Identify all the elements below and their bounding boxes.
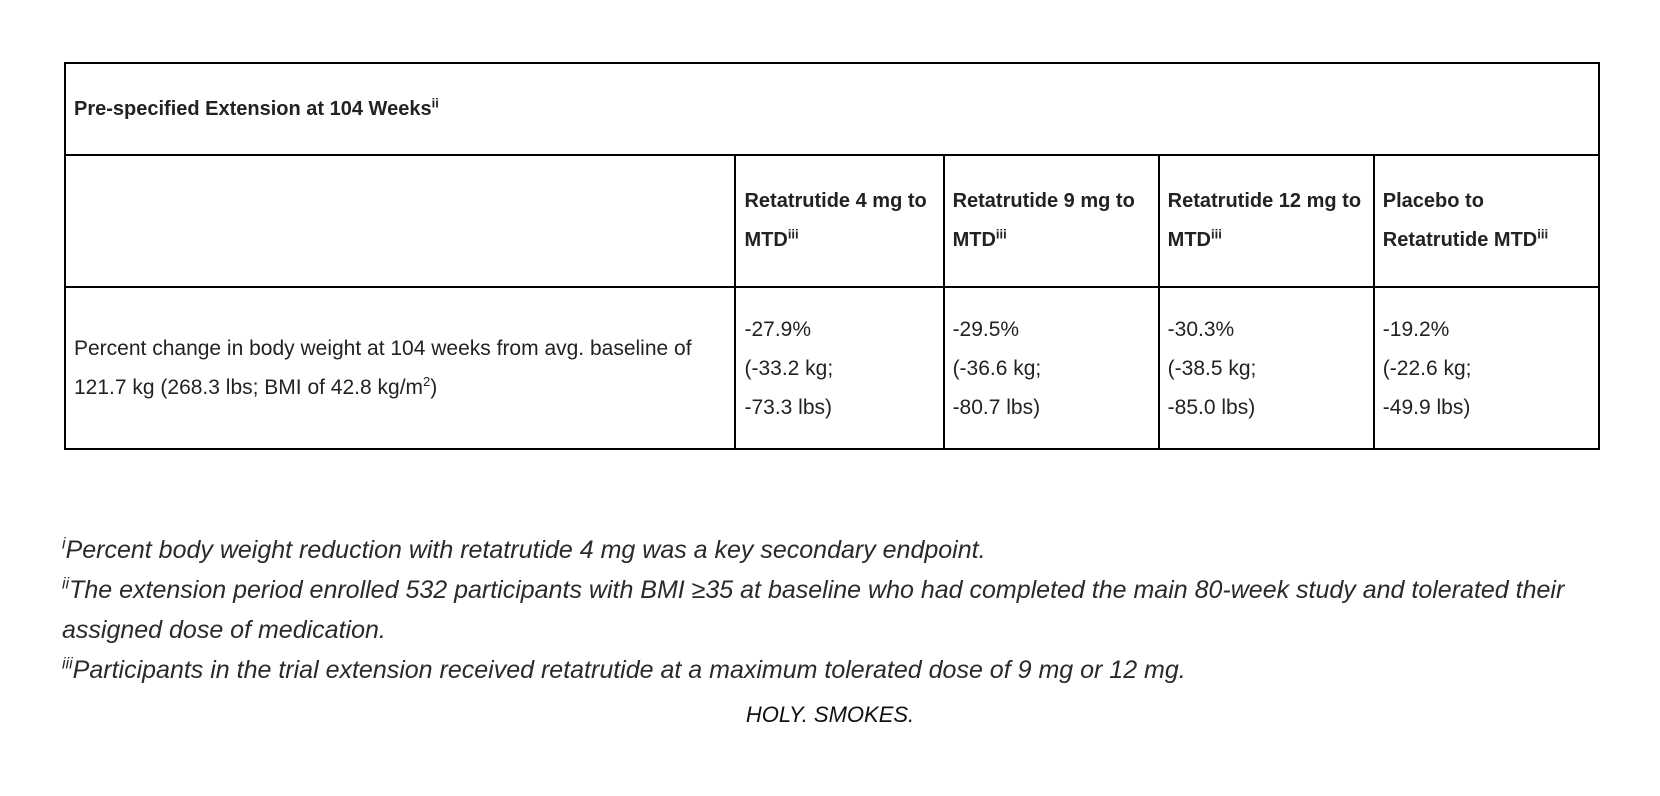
footnote-i [62,530,1602,570]
caption: HOLY. SMOKES. [745,702,915,727]
footnote-text: The extension period enrolled 532 participants with BMI ≥35 at baseline who had completed the main 80-week study and tolerated their assigned dose of medication. [62,576,1565,644]
kg-change: (-38.5 kg; [1167,356,1257,380]
table-row [65,287,1599,449]
table-header-row [65,155,1599,287]
kg-change: (-22.6 kg; [1382,356,1472,380]
table-cell-4mg [735,287,943,449]
footnote-marker: iii [62,655,73,673]
lbs-change: -85.0 lbs) [1167,395,1256,419]
percent-change: -30.3% [1167,317,1235,341]
table-title-row [65,63,1599,155]
superscript: 2 [423,374,431,389]
table-cell-placebo [1374,287,1599,449]
footnote-iii [62,650,1602,690]
column-header-9mg [944,155,1159,287]
results-table [64,62,1600,450]
column-header-12mg [1159,155,1374,287]
column-header-label: Retatrutide 12 mg to MTD [1167,190,1362,251]
percent-change: -19.2% [1382,317,1450,341]
table-title-text: Pre-specified Extension at 104 Weeks [74,97,432,120]
row-label [65,287,735,449]
column-header-4mg [735,155,943,287]
table-cell-9mg [944,287,1159,449]
kg-change: (-33.2 kg; [744,356,834,380]
row-label-text-end: ) [430,376,438,399]
footnote-marker: iii [787,226,799,242]
footnote-marker: iii [995,226,1007,242]
table-title-footnote-marker: ii [431,94,439,110]
lbs-change: -80.7 lbs) [952,395,1041,419]
row-label-text: Percent change in body weight at 104 weeks from avg. baseline of 121.7 kg (268.3 lbs; BMI of 42.8 kg/m [74,337,692,399]
footnote-marker: i [62,535,66,553]
kg-change: (-36.6 kg; [952,356,1042,380]
header-empty-cell [65,155,735,287]
lbs-change: -73.3 lbs) [744,395,833,419]
column-header-label: Placebo to Retatrutide MTD [1382,190,1538,251]
footnote-marker: iii [1537,226,1549,242]
column-header-label: Retatrutide 9 mg to MTD [952,190,1135,251]
table-cell-12mg [1159,287,1374,449]
percent-change: -27.9% [744,317,812,341]
footnote-marker: ii [62,575,70,593]
footnotes [62,530,1602,690]
percent-change: -29.5% [952,317,1020,341]
table-title [65,63,1599,155]
column-header-label: Retatrutide 4 mg to MTD [744,190,927,251]
footnote-ii [62,570,1602,650]
footnote-text: Percent body weight reduction with retatrutide 4 mg was a key secondary endpoint. [65,536,986,564]
footnote-marker: iii [1211,226,1222,242]
footnote-text: Participants in the trial extension received retatrutide at a maximum tolerated dose of 9 mg or 12 mg. [72,656,1186,684]
column-header-placebo [1374,155,1599,287]
lbs-change: -49.9 lbs) [1382,395,1471,419]
